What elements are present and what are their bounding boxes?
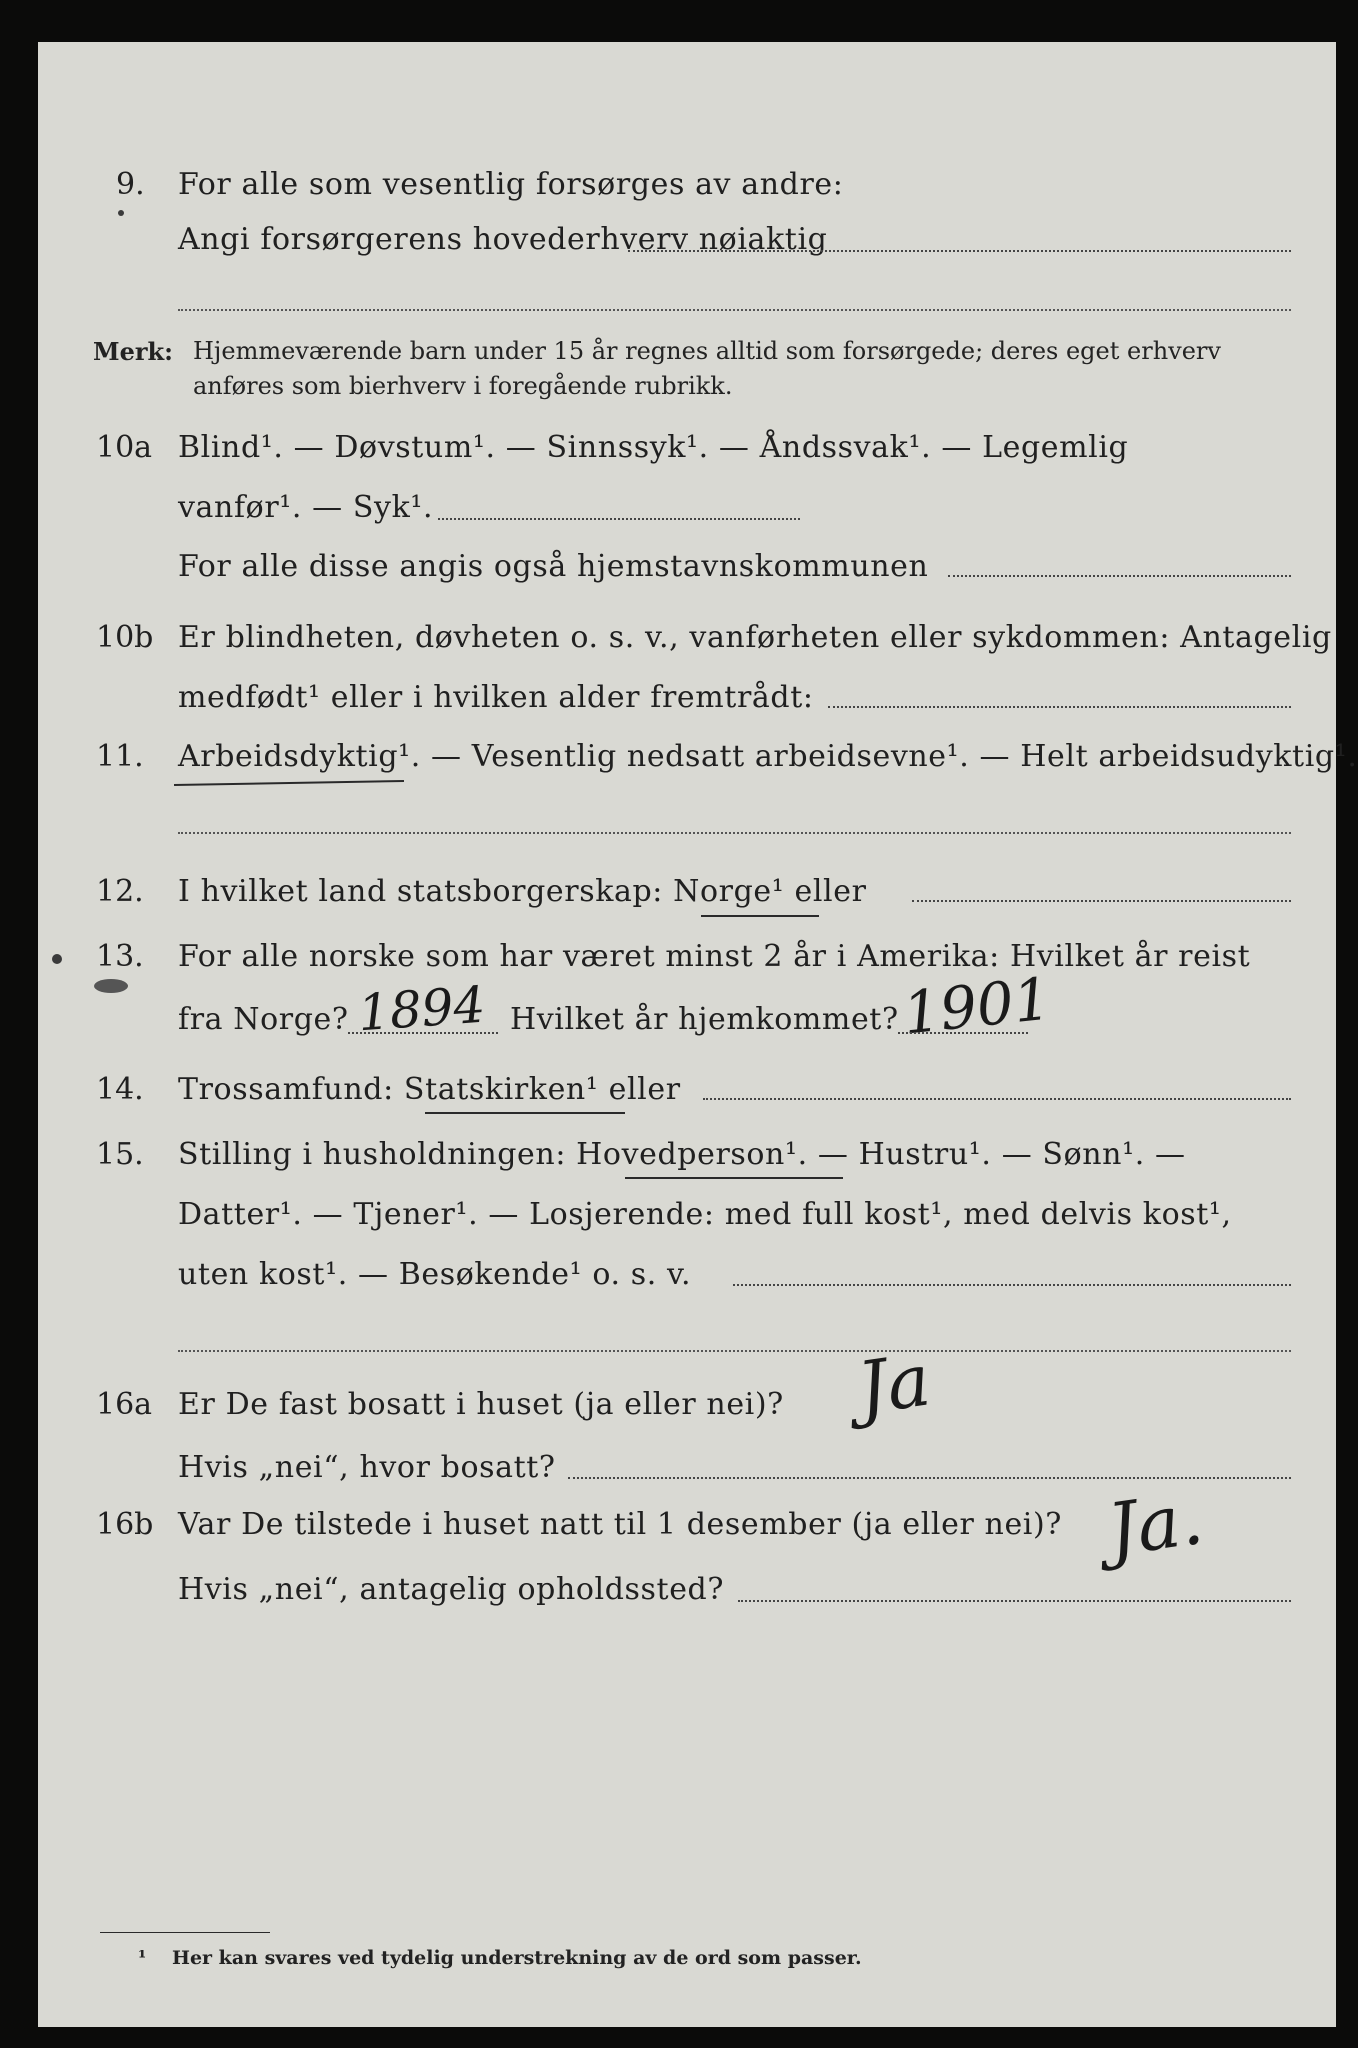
- q15-underline-hovedperson: [625, 1177, 843, 1179]
- q12-text: I hvilket land statsborgerskap: Norge¹ eller: [178, 874, 867, 909]
- q11-text: Arbeidsdyktig¹. — Vesentlig nedsatt arbeidsevne¹. — Helt arbeidsudyktig¹.: [178, 739, 1358, 774]
- q10b-answer-line: [828, 706, 1291, 708]
- ink-spot: [118, 210, 124, 216]
- q11-number: 11.: [96, 739, 144, 774]
- q9-number: 9.: [116, 167, 145, 202]
- merk-text-2: anføres som bierhverv i foregående rubrikk.: [193, 372, 733, 400]
- census-form-page: [38, 42, 1358, 2027]
- ink-dot: [52, 954, 62, 964]
- q10a-kommune-line: [948, 575, 1291, 577]
- q16a-number: 16a: [96, 1387, 153, 1422]
- q15-answer-line: [733, 1284, 1291, 1286]
- q13-reist-line: [348, 1032, 498, 1034]
- q16b-answer: Ja.: [1102, 1475, 1209, 1573]
- q13-text-1: For alle norske som har været minst 2 år i Amerika: Hvilket år reist: [178, 939, 1251, 974]
- q16b-text-1: Var De tilstede i huset natt til 1 desember (ja eller nei)?: [178, 1507, 1062, 1542]
- footnote-text: Her kan svares ved tydelig understrekning av de ord som passer.: [172, 1947, 862, 1969]
- q12-number: 12.: [96, 874, 144, 909]
- q13-text-2a: fra Norge?: [178, 1002, 349, 1037]
- q10b-text-2: medfødt¹ eller i hvilken alder fremtrådt:: [178, 680, 814, 715]
- q13-hjemkommet-line: [898, 1032, 1028, 1034]
- q16b-text-2: Hvis „nei“, antagelig opholdssted?: [178, 1572, 725, 1607]
- ink-smudge: [94, 979, 128, 993]
- q15-text-2: Datter¹. — Tjener¹. — Losjerende: med full kost¹, med delvis kost¹,: [178, 1197, 1232, 1232]
- q11-extra-line: [178, 832, 1291, 834]
- q9-answer-line: [628, 250, 1291, 252]
- q14-number: 14.: [96, 1072, 144, 1107]
- q9-text-1: For alle som vesentlig forsørges av andre:: [178, 167, 844, 202]
- q10a-text-1: Blind¹. — Døvstum¹. — Sinnssyk¹. — Åndssvak¹. — Legemlig: [178, 430, 1129, 465]
- q10b-number: 10b: [96, 620, 154, 655]
- q16a-answer: Ja: [852, 1337, 936, 1431]
- q16b-number: 16b: [96, 1507, 154, 1542]
- q16b-answer-line: [738, 1600, 1291, 1602]
- q15-text-1: Stilling i husholdningen: Hovedperson¹. — Hustru¹. — Sønn¹. —: [178, 1137, 1186, 1172]
- q13-answer-reist: 1894: [356, 975, 488, 1043]
- q16a-text-1: Er De fast bosatt i huset (ja eller nei)?: [178, 1387, 784, 1422]
- q13-answer-hjemkommet: 1901: [899, 964, 1054, 1048]
- q12-underline-norge: [701, 915, 819, 917]
- q15-extra-line: [178, 1350, 1291, 1352]
- q10a-answer-line: [438, 518, 800, 520]
- q11-underline-arbeidsdyktig: [174, 780, 404, 786]
- q9-text-2: Angi forsørgerens hovederhverv nøiaktig: [178, 222, 828, 257]
- q15-number: 15.: [96, 1137, 144, 1172]
- merk-label: Merk:: [93, 337, 173, 366]
- q10a-text-3: For alle disse angis også hjemstavnskommunen: [178, 549, 929, 584]
- q13-number: 13.: [96, 939, 144, 974]
- q13-text-2b: Hvilket år hjemkommet?: [510, 1002, 899, 1037]
- q16a-text-2: Hvis „nei“, hvor bosatt?: [178, 1450, 556, 1485]
- q12-answer-line: [912, 900, 1291, 902]
- merk-text-1: Hjemmeværende barn under 15 år regnes alltid som forsørgede; deres eget erhverv: [193, 337, 1221, 365]
- q14-text: Trossamfund: Statskirken¹ eller: [178, 1072, 681, 1107]
- q10a-number: 10a: [96, 430, 153, 465]
- q14-underline-statskirken: [425, 1112, 625, 1114]
- footnote-separator: [100, 1932, 270, 1933]
- footnote-marker: ¹: [138, 1947, 147, 1969]
- q15-text-3: uten kost¹. — Besøkende¹ o. s. v.: [178, 1257, 692, 1292]
- q9-extra-line: [178, 309, 1291, 311]
- q14-answer-line: [703, 1098, 1291, 1100]
- q10b-text-1: Er blindheten, døvheten o. s. v., vanførheten eller sykdommen: Antagelig: [178, 620, 1332, 655]
- q10a-text-2: vanfør¹. — Syk¹.: [178, 490, 434, 525]
